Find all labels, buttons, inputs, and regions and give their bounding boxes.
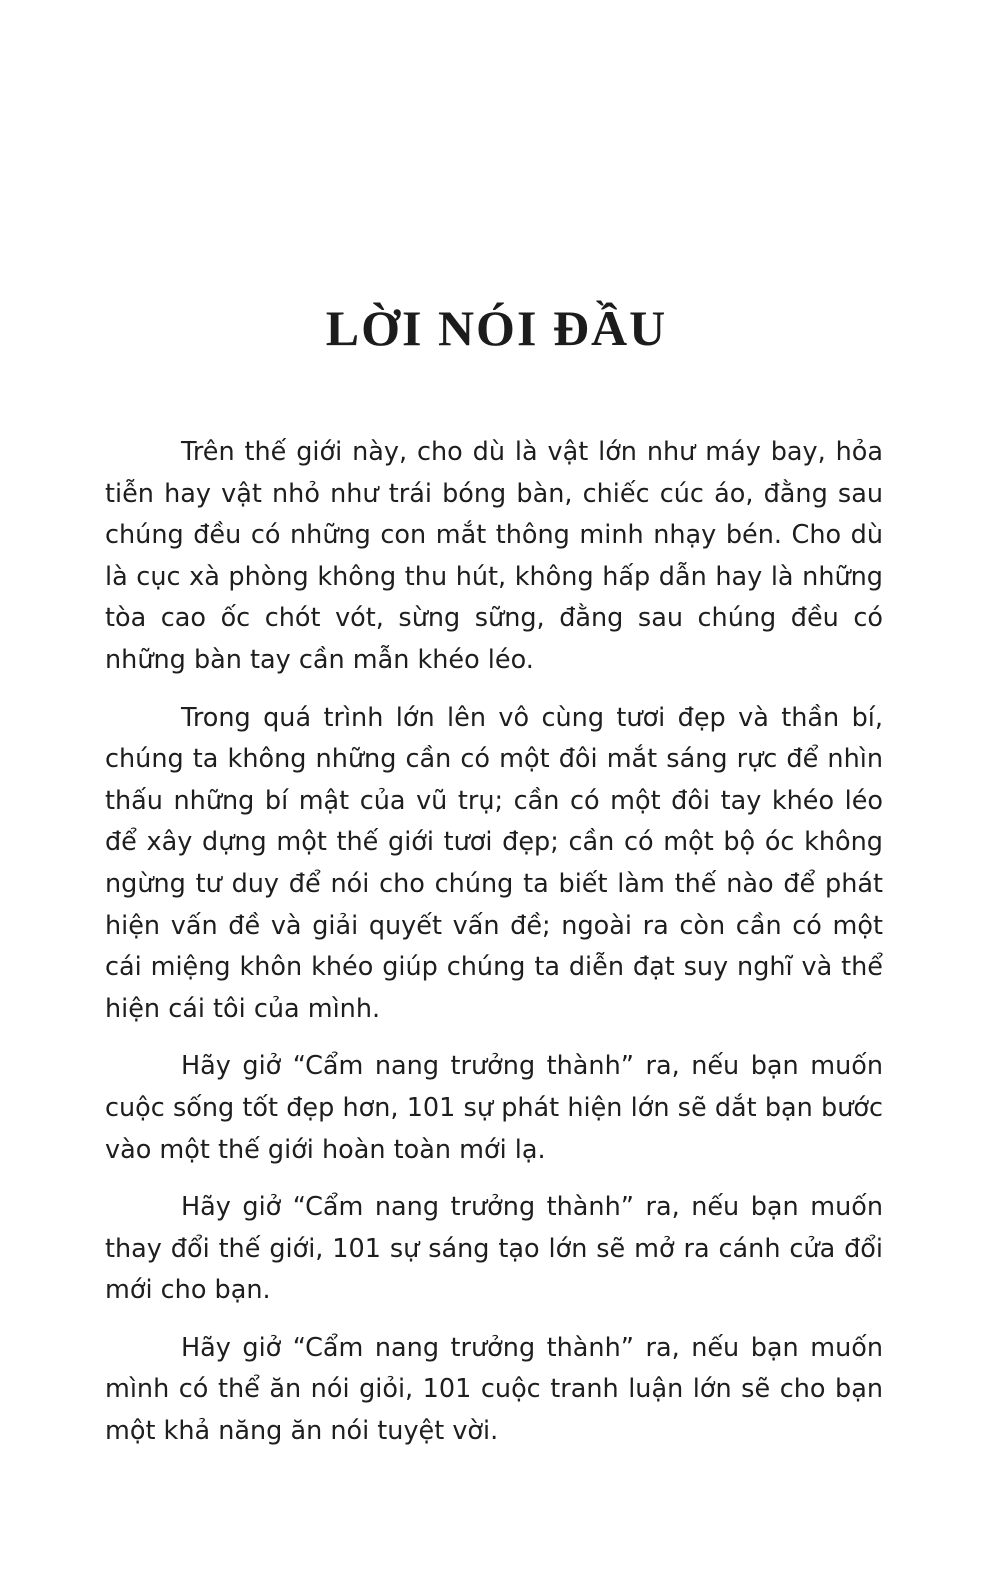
paragraph-1: Trên thế giới này, cho dù là vật lớn như máy bay, hỏa tiễn hay vật nhỏ như trái bóng bàn, chiếc cúc áo, đằng sau chúng đều có những con mắt thông minh nhạy bén. Cho dù là cục xà phòng không thu hút, không hấp dẫn hay là những tòa cao ốc chót vót, sừng sững, đằng sau chúng đều có những bàn tay cần mẫn khéo léo. (105, 437, 883, 675)
paragraph-5: Hãy giở “Cẩm nang trưởng thành” ra, nếu bạn muốn mình có thể ăn nói giỏi, 101 cuộc tranh luận lớn sẽ cho bạn một khả năng ăn nói tuyệt vời. (105, 1332, 883, 1447)
preface-body (105, 432, 883, 1469)
paragraph-3: Hãy giở “Cẩm nang trưởng thành” ra, nếu bạn muốn cuộc sống tốt đẹp hơn, 101 sự phát hiện lớn sẽ dắt bạn bước vào một thế giới hoàn toàn mới lạ. (105, 1051, 883, 1165)
page-title: LỜI NÓI ĐẦU (325, 300, 668, 356)
paragraph-2: Trong quá trình lớn lên vô cùng tươi đẹp và thần bí, chúng ta không những cần có một đôi mắt sáng rực để nhìn thấu những bí mật của vũ trụ; cần có một đôi tay khéo léo để xây dựng một thế giới tươi đẹp; cần có một bộ óc không ngừng tư duy để nói cho chúng ta biết làm thế nào để phát hiện vấn đề và giải quyết vấn đề; ngoài ra còn cần có một cái miệng khôn khéo giúp chúng ta diễn đạt suy nghĩ và thể hiện cái tôi của mình. (105, 702, 883, 1024)
paragraph-4: Hãy giở “Cẩm nang trưởng thành” ra, nếu bạn muốn thay đổi thế giới, 101 sự sáng tạo lớn sẽ mở ra cánh cửa đổi mới cho bạn. (105, 1192, 883, 1306)
